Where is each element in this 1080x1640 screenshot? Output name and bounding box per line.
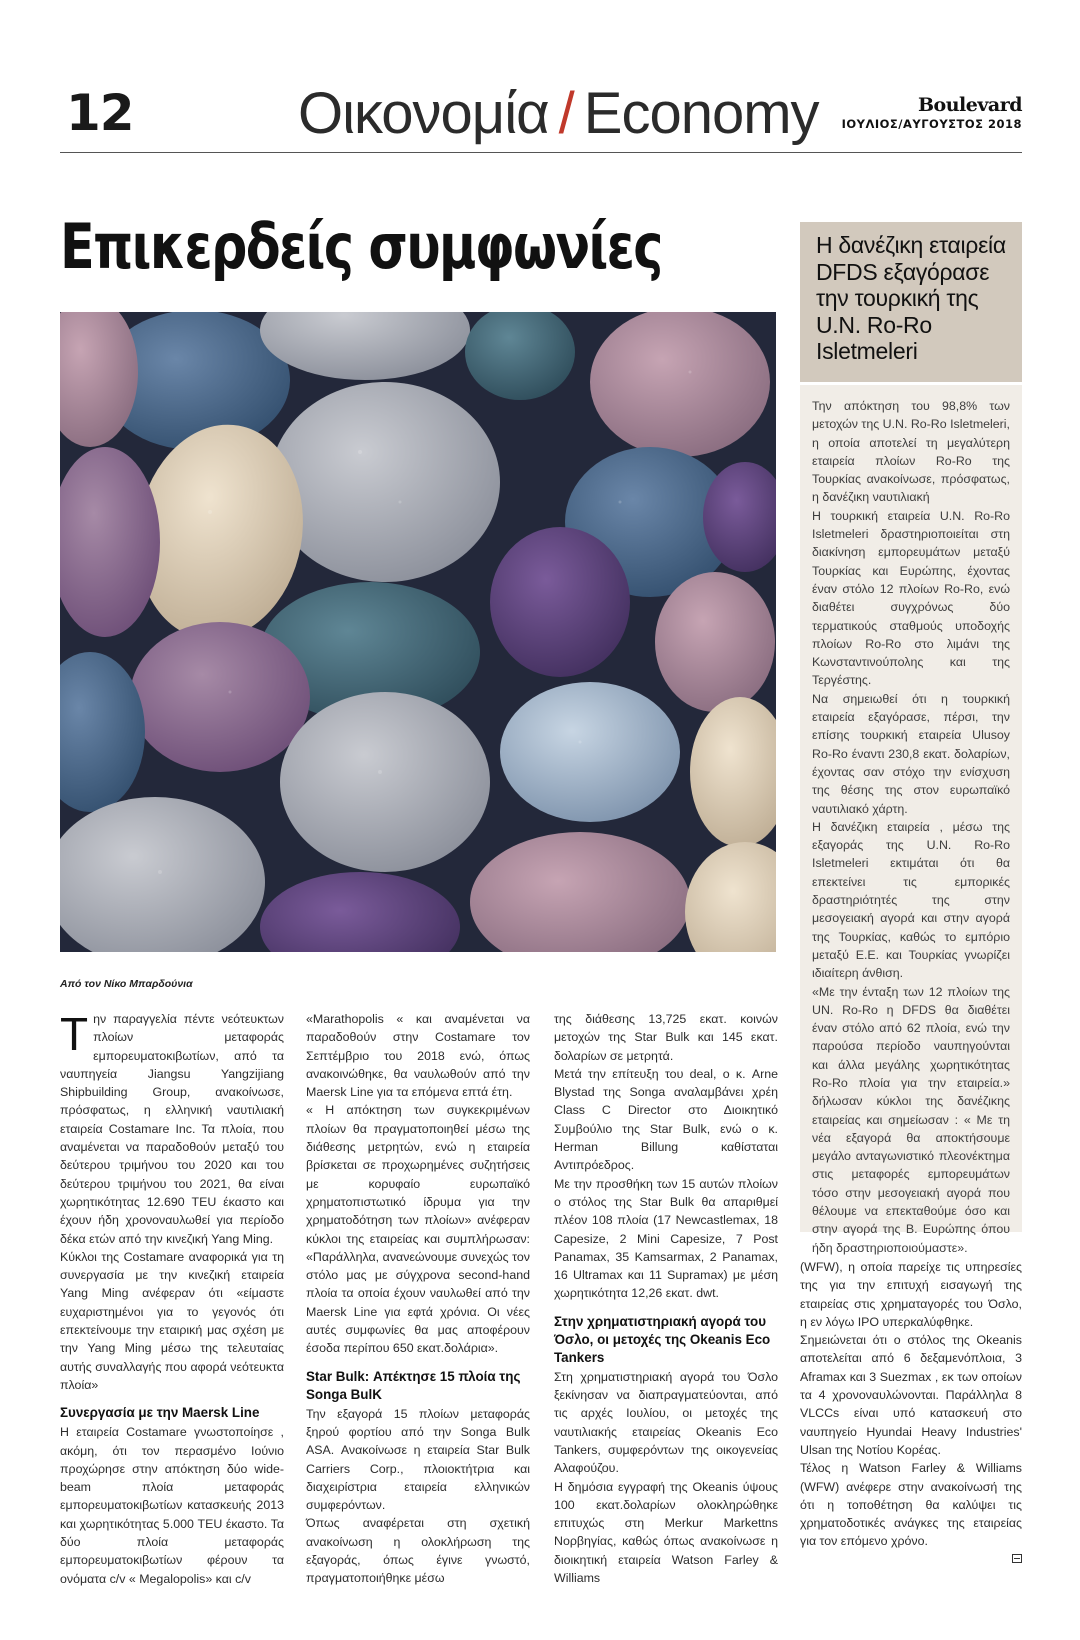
section-title-greek: Οικονομία	[298, 81, 549, 146]
article-paragraph: Στη χρηματιστηριακή αγορά του Όσλο ξεκίνησαν να διαπραγματεύονται, από τις αρχές Ιουλίου, οι μετοχές της ναυτιλιακής εταιρείας Okeanis Eco Tankers, συμφερόντων της οικογενείας Αλαφούζου.	[554, 1369, 778, 1476]
issue-date: ΙΟΥΛΙΟΣ/ΑΥΓΟΥΣΤΟΣ 2018	[841, 117, 1022, 131]
article-paragraph: Η εταιρεία Costamare γνωστοποίησε , ακόμη, ότι τον περασμένο Ιούνιο προχώρησε στην απόκτηση δύο wide-beam πλοία μεταφοράς εμπορευματοκιβωτίων κατασκευής 2013 και χωρητικότητας 5.000 TEU έκαστο. Τα δύο πλοία μεταφοράς εμπορευματοκιβωτίων φέρουν τα ονόματα c/v « Megalopolis» και c/v	[60, 1425, 284, 1586]
article-headline: Επικερδείς συμφωνίες	[60, 210, 662, 283]
sidebar-paragraph: Την απόκτηση του 98,8% των μετοχών της U.N. Ro-Ro Isletmeleri, η οποία αποτελεί τη μεγαλύτερη εταιρεία πλοίων Ro-Ro της Τουρκίας ανακοίνωσε, πρόσφατως, η δανέζικη ναυτιλιακή	[812, 399, 1010, 505]
section-separator: /	[558, 81, 574, 146]
section-title-english: Economy	[583, 81, 819, 146]
sidebar-paragraph: «Με την ένταξη των 12 πλοίων της UN. Ro-Ro η DFDS θα διαθέτει έναν στόλο από 62 πλοία, ενώ την παρούσα περίοδο ναυπηγούνται και άλλα μεγάλης χωρητικότητας Ro-Ro πλοία για την εταιρεία.» δήλωσαν κύκλοι της δανέζικης εταιρείας και σημείωσαν : « Με τη νέα εξαγορά θα αποκτήσουμε μεγάλο ανταγωνιστικό πλεονέκτημα στις μεταφορές εμπορευμάτων τόσο στην μεσογειακή αγορά που θέλουμε να επεκταθούμε όσο και στην αγορά της Β. Ευρώπης όπου ήδη δραστηριοποιούμαστε».	[812, 984, 1010, 1255]
sidebar-paragraph: Να σημειωθεί ότι η τουρκική εταιρεία εξαγόρασε, πέρσι, την επίσης τουρκική εταιρεία Ulusoy Ro-Ro έναντι 230,8 εκατ. δολαρίων, έχοντας σαν στόχο την ενίσχυση της θέσης της στον ευρωπαϊκό ναυτιλιακό χάρτη.	[812, 691, 1010, 816]
article-paragraph: Σημειώνεται ότι ο στόλος της Okeanis αποτελείται από 6 δεξαμενόπλοια, 3 Aframax και 3 Suezmax , εκ των οποίων τα 4 χρονοναυλώνονται. Παράλληλα 8 VLCCs είναι υπό κατασκευή στο ναυπηγείο Hyundai Heavy Industries' Ulsan της Νοτίου Κορέας.	[800, 1333, 1022, 1457]
article-paragraph: (WFW), η οποία παρείχε τις υπηρεσίες της για την επιτυχή εισαγωγή της εταιρείας στις χρηματαγορές του Όσλο, η εν λόγω IPO υπερκαλύφθηκε.	[800, 1260, 1022, 1329]
article-column-3	[554, 1010, 778, 1587]
article-paragraph: «Marathopolis « και αναμένεται να παραδοθούν στην Costamare τον Σεπτέμβριο του 2018 ενώ, όπως ανακοινώθηκε, θα ναυλωθούν από την Maersk Line για τα επόμενα επτά έτη.	[306, 1012, 530, 1100]
article-paragraph: Τέλος η Watson Farley & Williams (WFW) ανέφερε στην ανακοίνωσή της ότι η τοποθέτηση θα καλύψει τις χρηματοδοτικές ανάγκες της εταιρείας για τον επόμενο χρόνο.	[800, 1461, 1022, 1549]
sidebar-body	[800, 385, 1022, 1255]
page-header	[60, 76, 1022, 156]
article-column-1	[60, 1010, 284, 1588]
section-title	[298, 80, 819, 147]
end-of-article-icon	[1012, 1554, 1022, 1563]
article-paragraph: Μετά την επίτευξη του deal, ο κ. Arne Blystad της Songa αναλαμβάνει χρέη Class C Director στο Διοικητικό Συμβούλιο της Star Bulk, ενώ ο κ. Herman Billung καθίσταται Αντιπρόεδρος.	[554, 1066, 778, 1173]
article-paragraph: Όπως αναφέρεται στη σχετική ανακοίνωση η ολοκλήρωση της εξαγοράς, όπως έγινε γνωστό, πραγματοποιήθηκε μέσω	[306, 1516, 530, 1586]
sidebar-title: Η δανέζικη εταιρεία DFDS εξαγόρασε την τουρκική της U.N. Ro-Ro Isletmeleri	[816, 232, 1006, 364]
sidebar-paragraph: Η τουρκική εταιρεία U.N. Ro-Ro Isletmeleri δραστηριοποιείται στη διακίνηση εμπορευμάτων μεταξύ Τουρκίας και Ευρώπης, έχοντας έναν στόλο 12 πλοίων Ro-Ro, ενώ διαθέτει συγχρόνως δύο τερματικούς σταθμούς υποδοχής πλοίων Ro-Ro στο λιμάνι της Κωνσταντινούπολης και της Τεργέστης.	[812, 508, 1010, 688]
sidebar-heading-box	[800, 222, 1022, 382]
sidebar-paragraph: Η δανέζικη εταιρεία , μέσω της εξαγοράς της U.N. Ro-Ro Isletmeleri εκτιμάται ότι θα επεκτείνει τις εμπορικές δραστηριότητές της στην μεσογειακή αγορά και στην αγορά της Τουρκίας, καθώς το εμπόριο μεταξύ Ε.Ε. και Τουρκίας γνωρίζει ιδιαίτερη άνθιση.	[812, 819, 1010, 981]
publication-brand	[842, 94, 1022, 131]
article-column-2	[306, 1010, 530, 1588]
article-photo-pebbles	[60, 312, 776, 952]
article-paragraph: της διάθεσης 13,725 εκατ. κοινών μετοχών της Star Bulk και 145 εκατ. δολαρίων σε μετρητά.	[554, 1012, 778, 1063]
subheading-oslo: Στην χρηματιστηριακή αγορά του Όσλο, οι μετοχές της Okeanis Eco Tankers	[554, 1313, 771, 1365]
brand-logo: Boulevard	[918, 94, 1022, 116]
article-paragraph: « Η απόκτηση των συγκεκριμένων πλοίων θα πραγματοποιηθεί μέσω της διάθεσης μετρητών, ενώ η εταιρεία βρίσκεται σε προχωρημένες συζητήσεις με κορυφαίο ευρωπαϊκό χρηματοπιστωτικό ίδρυμα για την χρηματοδότηση των πλοίων» ανέφεραν κύκλοι της εταιρείας και συμπλήρωσαν: «Παράλληλα, ανανεώνουμε συνεχώς τον στόλο μας με σύγχρονα second-hand πλοία τα οποία έχουν ναυλωθεί από την Maersk Line για εφτά χρόνια. Οι νέες αυτές συμφωνίες θα μας αποφέρουν έσοδα περίπου 650 εκατ.δολάρια».	[306, 1103, 530, 1356]
page-number: 12	[66, 84, 134, 142]
article-paragraph: Την εξαγορά 15 πλοίων μεταφοράς ξηρού φορτίου από την Songa Bulk ASA. Ανακοίνωσε η εταιρεία Star Bulk Carriers Corp., πλοιοκτήτρια και διαχειρίστρια εταιρεία ελληνικών συμφερόντων.	[306, 1406, 530, 1513]
subheading-maersk: Συνεργασία με την Maersk Line	[60, 1405, 260, 1421]
header-divider	[60, 152, 1022, 153]
article-byline: Από τον Νίκο Μπαρδούνια	[60, 978, 193, 990]
article-paragraph: Η δημόσια εγγραφή της Okeanis ύψους 100 εκατ.δολαρίων ολοκληρώθηκε επιτυχώς στη Merkur Markettns Νορβηγίας, καθώς όπως ανακοίνωσε η διοικητική εταιρεία Watson Farley & Williams	[554, 1479, 778, 1586]
drop-cap: Τ	[60, 1008, 89, 1060]
article-paragraph: Κύκλοι της Costamare αναφορικά για τη συνεργασία με την κινεζική εταιρεία Yang Ming ανέφεραν ότι «είμαστε ευχαριστημένοι για το γεγονός ότι επεκτείνουμε την εταιρική μας σχέση με την Yang Ming μέσω της τελευταίας αυτής συναλλαγής που αφορά νεότευκτα πλοία»	[60, 1249, 284, 1392]
article-paragraph: Με την προσθήκη των 15 αυτών πλοίων ο στόλος της Star Bulk θα απαριθμεί πλέον 108 πλοία (17 Newcastlemax, 18 Capesize, 2 Mini Capesize, 7 Post Panamax, 35 Kamsarmax, 2 Panamax, 16 Ultramax και 11 Supramax) με μέση χωρητικότητα 12,26 εκατ. dwt.	[554, 1176, 778, 1301]
subheading-starbulk: Star Bulk: Απέκτησε 15 πλοία της Songa BulK	[306, 1368, 521, 1402]
article-paragraph: Την παραγγελία πέντε νεότευκτων πλοίων μεταφοράς εμπορευματοκιβωτίων, από τα ναυπηγεία Jiangsu Yangzijiang Shipbuilding Group, ανακοίνωσε, πρόσφατως, η ελληνική ναυτιλιακή εταιρεία Costamare Inc. Τα πλοία, που αναμένεται να παραδοθούν μεταξύ του δεύτερου τριμήνου του 2020 και του δεύτερου τριμήνου του 2021, θα είναι χωρητικότητας 12.690 TEU έκαστο και έχουν ήδη χρονοναυλωθεί για περίοδο δέκα ετών από την κινεζική Yang Ming.	[60, 1008, 284, 1246]
article-column-4	[800, 1258, 1022, 1565]
